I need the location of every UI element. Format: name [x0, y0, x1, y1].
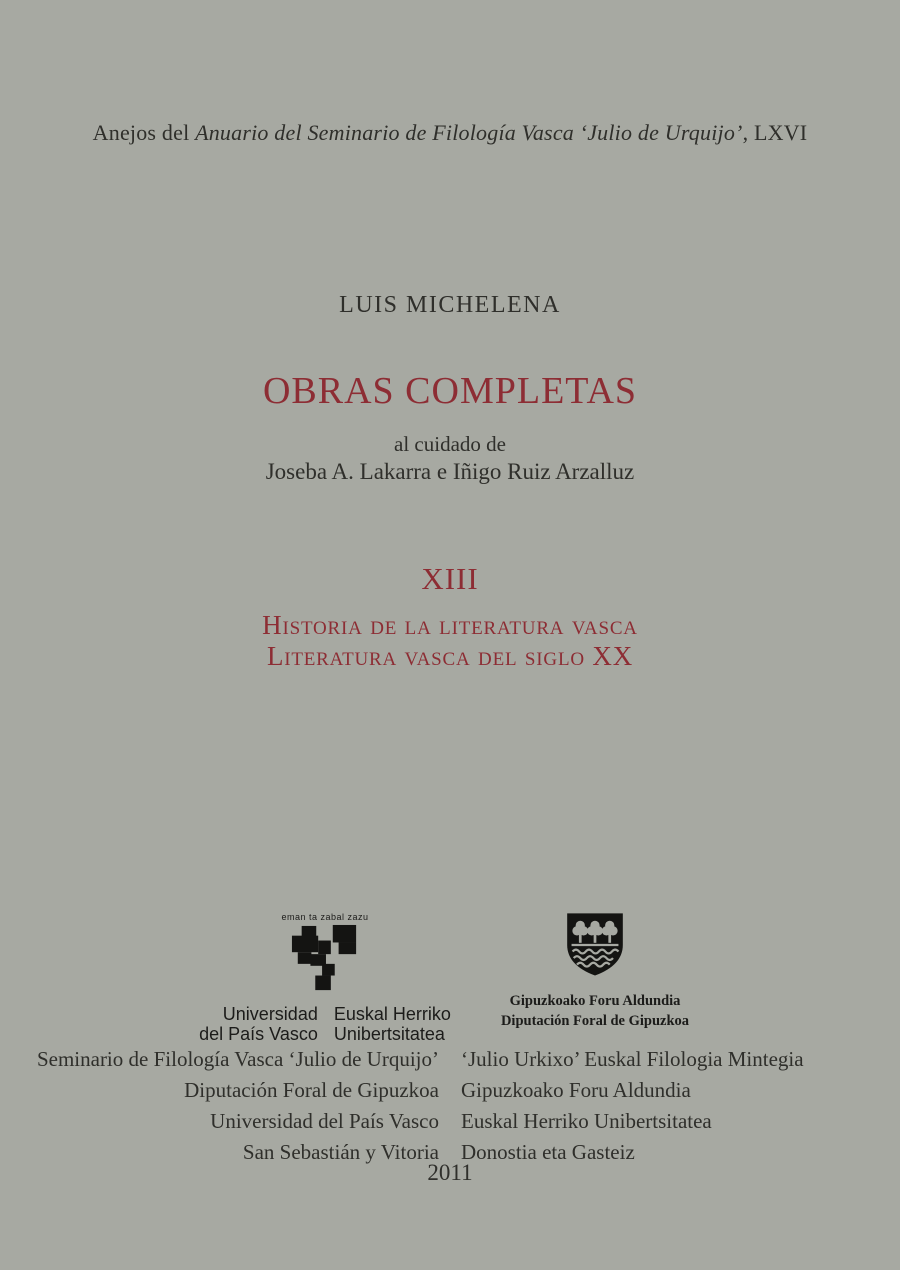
upv-ehu-logo-icon — [286, 924, 364, 994]
author-name: LUIS MICHELENA — [339, 292, 561, 318]
imprint-right-line: Donostia eta Gasteiz — [461, 1140, 635, 1164]
upv-caption — [150, 1004, 500, 1044]
upv-name-eu-line1: Euskal Herriko — [333, 1004, 451, 1024]
imprint-left-line: Universidad del País Vasco — [210, 1109, 439, 1133]
publication-year: 2011 — [427, 1160, 473, 1185]
imprint-left-line: Seminario de Filología Vasca ‘Julio de Urquijo’ — [36, 1047, 439, 1071]
series-number: , LXVI — [742, 120, 808, 145]
subtitle-line-1: Historia de la literatura vasca — [262, 610, 638, 640]
imprint-left-line: Diputación Foral de Gipuzkoa — [184, 1078, 439, 1102]
series-title-italic: Anuario del Seminario de Filología Vasca ‘Julio de Urquijo’ — [195, 120, 743, 145]
imprint-left-column — [0, 1044, 439, 1168]
subtitle-block — [0, 610, 900, 672]
imprint-block — [0, 1044, 900, 1168]
upv-name-es-line1: Universidad — [222, 1004, 318, 1024]
upv-name-es-line2: del País Vasco — [199, 1024, 318, 1044]
series-prefix: Anejos del — [92, 120, 196, 145]
subtitle-line-2: Literatura vasca del siglo XX — [266, 641, 634, 671]
imprint-left-line: San Sebastián y Vitoria — [242, 1140, 439, 1164]
series-line — [0, 120, 900, 146]
upv-name-eu-line2: Unibertsitatea — [333, 1024, 445, 1044]
page-title: OBRAS COMPLETAS — [262, 370, 638, 412]
imprint-right-line: Gipuzkoako Foru Aldundia — [461, 1078, 691, 1102]
imprint-right-column — [461, 1044, 900, 1168]
gipuzkoa-caption — [470, 991, 720, 1031]
upv-motto-text: eman ta zabal zazu — [281, 912, 369, 922]
edited-by-label: al cuidado de — [394, 432, 506, 456]
imprint-right-line: Euskal Herriko Unibertsitatea — [461, 1109, 712, 1133]
upv-name-es — [199, 1004, 318, 1044]
editors-names: Joseba A. Lakarra e Iñigo Ruiz Arzalluz — [265, 459, 635, 484]
gipuzkoa-coat-of-arms-icon — [565, 912, 625, 978]
volume-number: XIII — [421, 561, 479, 596]
upv-ehu-logo-block — [150, 912, 500, 1044]
imprint-right-line: ‘Julio Urkixo’ Euskal Filologia Mintegia — [461, 1047, 804, 1071]
upv-name-eu — [334, 1004, 451, 1044]
gipuzkoa-caption-line2: Diputación Foral de Gipuzkoa — [500, 1013, 690, 1029]
gipuzkoa-caption-line1: Gipuzkoako Foru Aldundia — [509, 993, 681, 1009]
gipuzkoa-logo-block — [470, 912, 720, 1031]
editors-block — [0, 431, 900, 487]
